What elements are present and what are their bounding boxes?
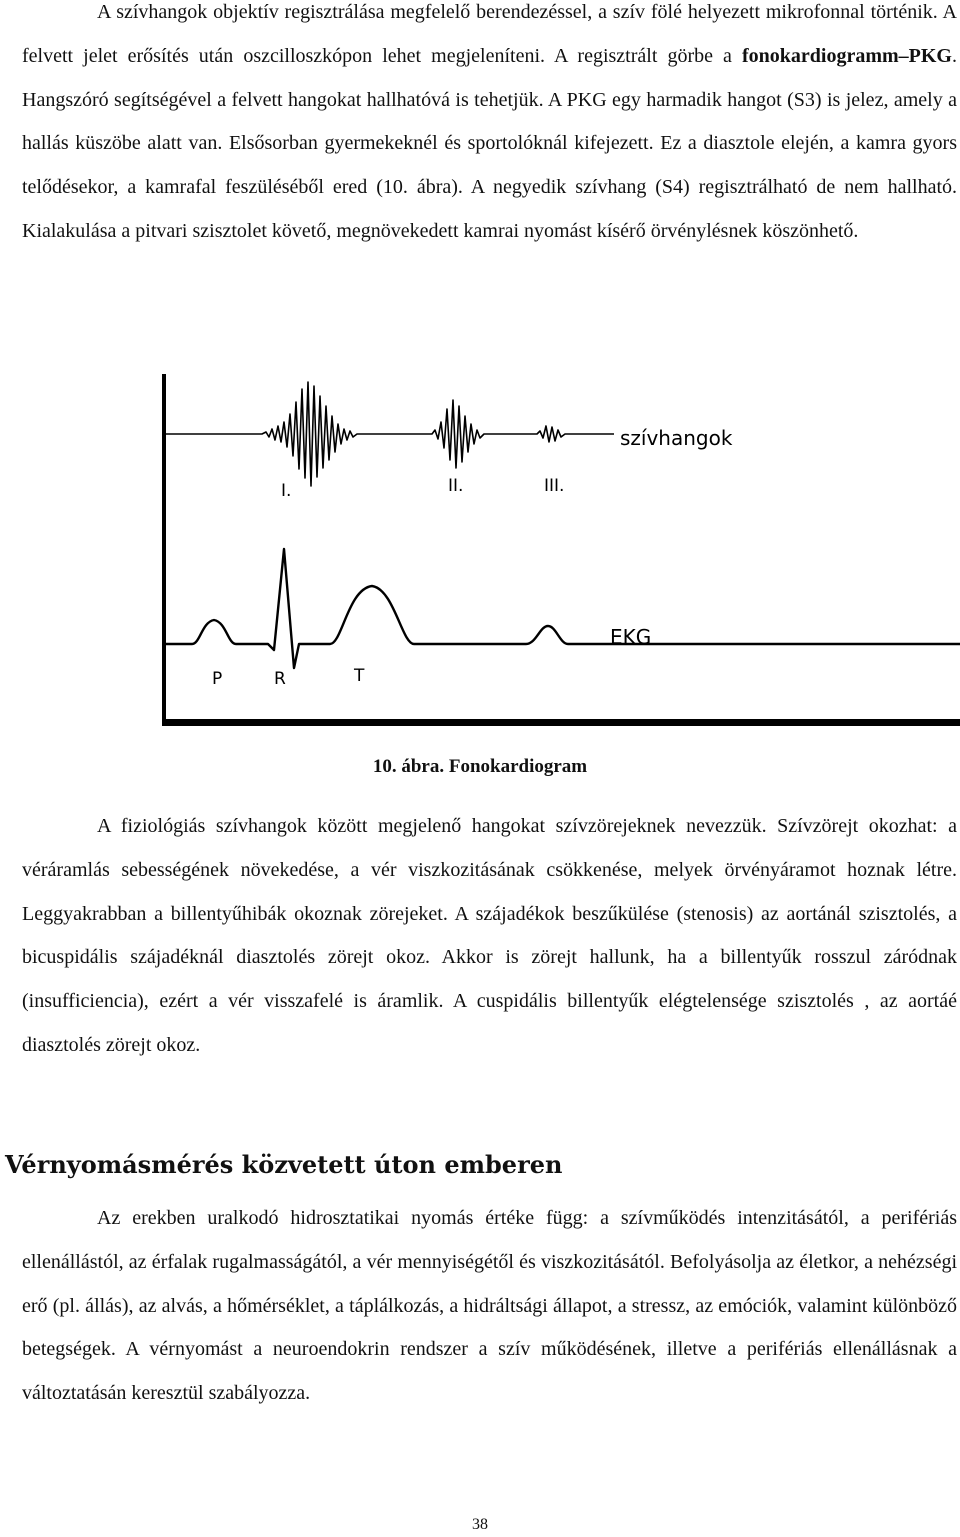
label-sound: szívhangok [620, 426, 733, 450]
label-t: T [354, 666, 365, 686]
label-r: R [274, 669, 286, 689]
label-s2: II. [448, 476, 464, 496]
label-ekg: EKG [610, 625, 652, 649]
phonocardiogram-trace [166, 382, 597, 486]
paragraph1-part2: . Hangszóró segítségével a felvett hangokat hallhatóvá is tehetjük. A PKG egy harmadik hangot (S3) is jelez, amely a hallás küszöbe alatt van. Elsősorban gyermekeknél és sportolóknál kifejezett. Ez a diasztole elején, a kamra gyors telődésekor, a kamrafal feszüléséből ered (10. ábra). A negyedik szívhang (S4) regisztrálható de nem hallható. Kialakulása a pitvari szisztolet követő, megnövekedett kamrai nyomást kísérő örvénylésnek köszönhető. [22, 44, 957, 242]
paragraph-blood-pressure: Az erekben uralkodó hidrosztatikai nyomás értéke függ: a szívműködés intenzitásától, a perifériás ellenállástól, az érfalak rugalmasságától, a vér mennyiségétől és viszkozitásától. Befolyásolja az életkor, a nehézségi erő (pl. állás), az alvás, a hőmérséklet, a táplálkozás, a hidráltsági állapot, a stressz, az emóciók, valamint különböző betegségek. A vérnyomást a neuroendokrin rendszer a szív működésének, illetve a perifériás ellenállásnak a változtatásán keresztül szabályozza. [22, 1207, 957, 1405]
term-pkg: fonokardiogramm–PKG [742, 44, 952, 67]
phonocardiogram-figure [162, 374, 960, 726]
paragraph-phonocardiography [22, 0, 957, 254]
ekg-trace [166, 549, 960, 668]
label-s1: I. [281, 481, 292, 501]
section-heading: Vérnyomásmérés közvetett úton emberen [5, 1150, 563, 1179]
label-s3: III. [544, 476, 565, 496]
paragraph-murmurs: A fiziológiás szívhangok között megjelenő hangokat szívzörejeknek nevezzük. Szívzörejt okozhat: a véráramlás sebességének növekedése, a vér viszkozitásának csökkenése, melyek örvényáramot hoznak létre. Leggyakrabban a billentyűhibák okoznak zörejeket. A szájadékok beszűkülése (stenosis) az aortánál szisztolés, a bicuspidális szájadéknál diasztolés zörejt okoz. Akkor is zörejt hallunk, ha a billentyűk rosszul záródnak (insufficiencia), ezért a vér visszafelé is áramlik. A cuspidális billentyűk elégtelensége szisztolés , az aortáé diasztolés zörejt okoz. [22, 815, 957, 1056]
page-number: 38 [472, 1516, 488, 1533]
figure-caption: 10. ábra. Fonokardiogram [372, 756, 588, 777]
label-p: P [212, 669, 223, 689]
paragraph1-part1: A szívhangok objektív regisztrálása megfelelő berendezéssel, a szív fölé helyezett mikrofonnal történik. A felvett jelet erősítés után oszcilloszkópon lehet megjeleníteni. A regisztrált görbe a [22, 1, 957, 67]
